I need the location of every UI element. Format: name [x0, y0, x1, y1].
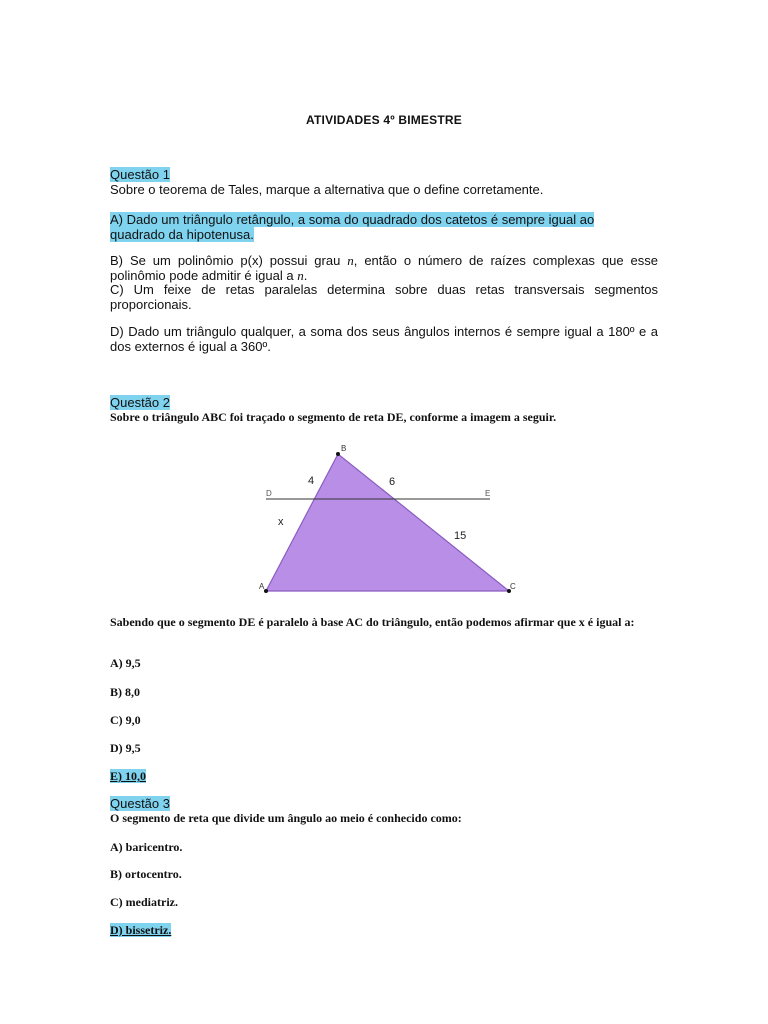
q2-option-e[interactable]: [110, 769, 658, 784]
q2-heading-text: Questão 2: [110, 395, 170, 410]
q1-option-b-text2: , então o número de raízes complexas que esse polinômio pode admitir é igual a: [110, 253, 658, 283]
label-d: D: [266, 489, 272, 498]
q1-option-a[interactable]: [110, 212, 658, 242]
q1-option-a-line2: quadrado da hipotenusa.: [110, 227, 254, 242]
triangle-abc: [266, 454, 509, 591]
q3-heading: [110, 796, 658, 811]
label-segment-6: 6: [389, 476, 396, 488]
q2-option-e-text: E) 10,0: [110, 769, 146, 783]
label-segment-4: 4: [308, 475, 315, 487]
q2-option-c[interactable]: C) 9,0: [110, 713, 141, 727]
q1-option-b-var1: n: [347, 253, 354, 268]
q1-option-d[interactable]: D) Dado um triângulo qualquer, a soma dos seus ângulos internos é sempre igual a 180º e a dos externos é igual a 360º.: [110, 324, 658, 354]
q1-option-c[interactable]: C) Um feixe de retas paralelas determina sobre duas retas transversais segmentos proporcionais.: [110, 282, 658, 312]
q3-option-c[interactable]: C) mediatriz.: [110, 895, 178, 909]
page-title: ATIVIDADES 4º BIMESTRE: [306, 113, 462, 127]
q1-option-b-end: .: [303, 268, 308, 283]
q3-option-d-text: D) bissetriz.: [110, 923, 172, 937]
q2-option-d[interactable]: D) 9,5: [110, 741, 141, 755]
label-e: E: [485, 489, 491, 498]
q1-option-a-line1: A) Dado um triângulo retângulo, a soma do quadrado dos catetos é sempre igual ao: [110, 212, 595, 227]
q2-heading: [110, 395, 658, 410]
triangle-svg: [250, 440, 530, 600]
q2-option-a[interactable]: A) 9,5: [110, 656, 141, 670]
q3-option-d[interactable]: [110, 923, 658, 938]
q3-prompt: O segmento de reta que divide um ângulo ao meio é conhecido como:: [110, 811, 462, 825]
q1-option-b[interactable]: [110, 253, 658, 283]
label-c: C: [510, 582, 516, 591]
q1-option-b-var2: n: [297, 268, 304, 283]
q3-heading-text: Questão 3: [110, 796, 170, 811]
q3-option-a[interactable]: A) baricentro.: [110, 840, 183, 854]
label-a: A: [259, 582, 265, 591]
point-b: [336, 452, 340, 456]
q1-heading-text: Questão 1: [110, 167, 170, 182]
q1-prompt: Sobre o teorema de Tales, marque a alternativa que o define corretamente.: [110, 182, 544, 197]
triangle-figure: [250, 440, 530, 600]
q2-prompt: Sobre o triângulo ABC foi traçado o segmento de reta DE, conforme a imagem a seguir.: [110, 410, 557, 424]
point-a: [264, 589, 268, 593]
q3-option-b[interactable]: B) ortocentro.: [110, 867, 182, 881]
label-segment-15: 15: [454, 530, 467, 542]
label-segment-x: x: [278, 516, 284, 528]
label-b: B: [341, 444, 347, 453]
q1-heading: [110, 167, 658, 182]
q1-option-b-text1: B) Se um polinômio p(x) possui grau: [110, 253, 341, 268]
q2-option-b[interactable]: B) 8,0: [110, 685, 140, 699]
q2-statement: Sabendo que o segmento DE é paralelo à base AC do triângulo, então podemos afirmar que x é igual a:: [110, 615, 635, 629]
